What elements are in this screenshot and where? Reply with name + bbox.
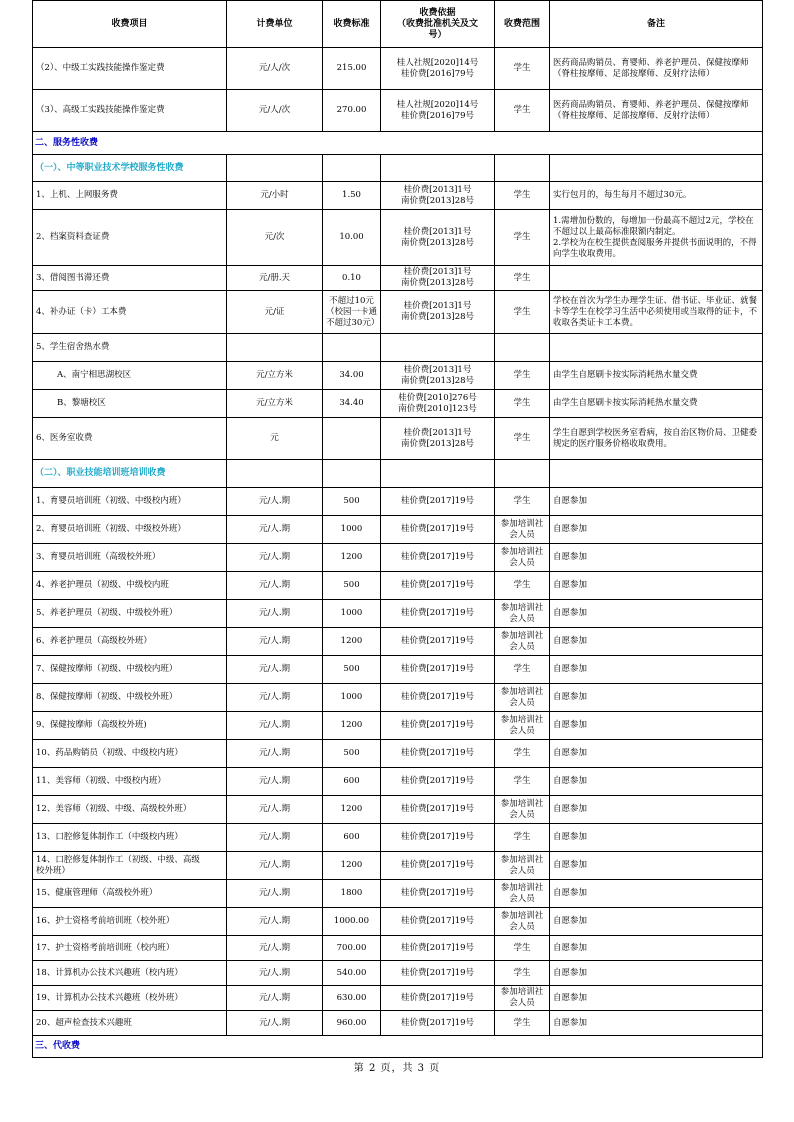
table-row: 6、养老护理员（高级校外班） 元/人.期 1200 桂价费[2017]19号 参加培训社 会人员 自愿参加 [33, 628, 763, 656]
header-row [33, 1, 763, 48]
header-item: 收费项目 [33, 1, 227, 48]
table-row: A、南宁相思湖校区 元/立方米 34.00 桂价费[2013]1号 南价费[2013]28号 学生 由学生自愿刷卡按实际消耗热水量交费 [33, 362, 763, 390]
section-title: 三、代收费 [33, 1036, 763, 1058]
header-basis-line1: 收费依据 [419, 7, 456, 18]
table-row: 3、借阅图书滞还费 元/册.天 0.10 桂价费[2013]1号 南价费[2013]28号 学生 [33, 266, 763, 291]
table-row: 5、学生宿舍热水费 [33, 334, 763, 362]
header-note: 备注 [550, 1, 763, 48]
table-row: 18、计算机办公技术兴趣班（校内班） 元/人.期 540.00 桂价费[2017]19号 学生 自愿参加 [33, 961, 763, 986]
table-row: （3）、高级工实践技能操作鉴定费 元/人/次 270.00 桂人社规[2020]14号 桂价费[2016]79号 学生 医药商品购销员、育婴师、养老护理员、保健按摩师（脊柱按摩师、足部按摩师、反射疗法师） [33, 90, 763, 132]
table-row: 13、口腔修复体制作工（中级校内班） 元/人.期 600 桂价费[2017]19号 学生 自愿参加 [33, 824, 763, 852]
table-row: 3、育婴员培训班（高级校外班） 元/人.期 1200 桂价费[2017]19号 参加培训社 会人员 自愿参加 [33, 544, 763, 572]
section-title: 二、服务性收费 [33, 132, 763, 155]
section-row [33, 1036, 763, 1058]
table-row: 1、育婴员培训班（初级、中级校内班） 元/人.期 500 桂价费[2017]19号 学生 自愿参加 [33, 488, 763, 516]
subsection-row [33, 460, 763, 488]
header-scope: 收费范围 [495, 1, 550, 48]
subsection-row [33, 155, 763, 182]
subsection-title: （二）、职业技能培训班培训收费 [33, 460, 227, 488]
table-row: 11、美容师（初级、中级校内班） 元/人.期 600 桂价费[2017]19号 学生 自愿参加 [33, 768, 763, 796]
table-row: 4、补办证（卡）工本费 元/证 不超过10元 （校园一卡通 不超过30元） 桂价费[2013]1号 南价费[2013]28号 学生 学校在首次为学生办理学生证、借书证、毕业证、就餐卡等学生在校学习生活中必须使用或当取得的证卡，不收取各类证卡工本费。 [33, 291, 763, 334]
subsection-title: （一）、中等职业技术学校服务性收费 [33, 155, 227, 182]
table-row: 15、健康管理师（高级校外班） 元/人.期 1800 桂价费[2017]19号 参加培训社 会人员 自愿参加 [33, 880, 763, 908]
section-row [33, 132, 763, 155]
table-row: 16、护士资格考前培训班（校外班） 元/人.期 1000.00 桂价费[2017]19号 参加培训社 会人员 自愿参加 [33, 908, 763, 936]
table-row: B、黎塘校区 元/立方米 34.40 桂价费[2010]276号 南价费[2010]123号 学生 由学生自愿刷卡按实际消耗热水量交费 [33, 390, 763, 418]
table-row: 4、养老护理员（初级、中级校内班 元/人.期 500 桂价费[2017]19号 学生 自愿参加 [33, 572, 763, 600]
table-row: 20、超声检查技术兴趣班 元/人.期 960.00 桂价费[2017]19号 学生 自愿参加 [33, 1011, 763, 1036]
table-row: （2）、中级工实践技能操作鉴定费 元/人/次 215.00 桂人社规[2020]14号 桂价费[2016]79号 学生 医药商品购销员、育婴师、养老护理员、保健按摩师（脊柱按摩师、足部按摩师、反射疗法师） [33, 48, 763, 90]
table-row: 5、养老护理员（初级、中级校外班） 元/人.期 1000 桂价费[2017]19号 参加培训社 会人员 自愿参加 [33, 600, 763, 628]
table-row: 12、美容师（初级、中级、高级校外班） 元/人.期 1200 桂价费[2017]19号 参加培训社 会人员 自愿参加 [33, 796, 763, 824]
fee-table [32, 0, 763, 1058]
table-row: 8、保健按摩师（初级、中级校外班） 元/人.期 1000 桂价费[2017]19号 参加培训社 会人员 自愿参加 [33, 684, 763, 712]
table-row: 17、护士资格考前培训班（校内班） 元/人.期 700.00 桂价费[2017]19号 学生 自愿参加 [33, 936, 763, 961]
header-basis-line2: （收费批准机关及文 [396, 18, 478, 29]
table-row: 14、口腔修复体制作工（初级、中级、高级 校外班） 元/人.期 1200 桂价费[2017]19号 参加培训社 会人员 自愿参加 [33, 852, 763, 880]
header-unit: 计费单位 [227, 1, 323, 48]
header-basis [381, 1, 495, 48]
table-row: 9、保健按摩师（高级校外班) 元/人.期 1200 桂价费[2017]19号 参加培训社 会人员 自愿参加 [33, 712, 763, 740]
page-footer: 第 2 页，共 3 页 [353, 1063, 441, 1074]
header-standard: 收费标准 [323, 1, 381, 48]
table-row: 7、保健按摩师（初级、中级校内班） 元/人.期 500 桂价费[2017]19号 学生 自愿参加 [33, 656, 763, 684]
header-basis-line3: 号） [428, 29, 447, 40]
table-row: 2、档案资料查证费 元/次 10.00 桂价费[2013]1号 南价费[2013]28号 学生 1.需增加份数的，每增加一份最高不超过2元，学校在不超过以上最高标准限额内制定。 2.学校为在校生提供查阅服务并提供书面说明的，不得向学生收取费用。 [33, 210, 763, 266]
table-row: 19、计算机办公技术兴趣班（校外班） 元/人.期 630.00 桂价费[2017]19号 参加培训社 会人员 自愿参加 [33, 986, 763, 1011]
table-row: 2、育婴员培训班（初级、中级校外班） 元/人.期 1000 桂价费[2017]19号 参加培训社 会人员 自愿参加 [33, 516, 763, 544]
table-row: 10、药品购销员（初级、中级校内班） 元/人.期 500 桂价费[2017]19号 学生 自愿参加 [33, 740, 763, 768]
table-row: 1、上机、上网服务费 元/小时 1.50 桂价费[2013]1号 南价费[2013]28号 学生 实行包月的，每生每月不超过30元。 [33, 182, 763, 210]
table-row: 6、医务室收费 元 桂价费[2013]1号 南价费[2013]28号 学生 学生自愿到学校医务室看病，按自治区物价局、卫健委规定的医疗服务价格收取费用。 [33, 418, 763, 460]
